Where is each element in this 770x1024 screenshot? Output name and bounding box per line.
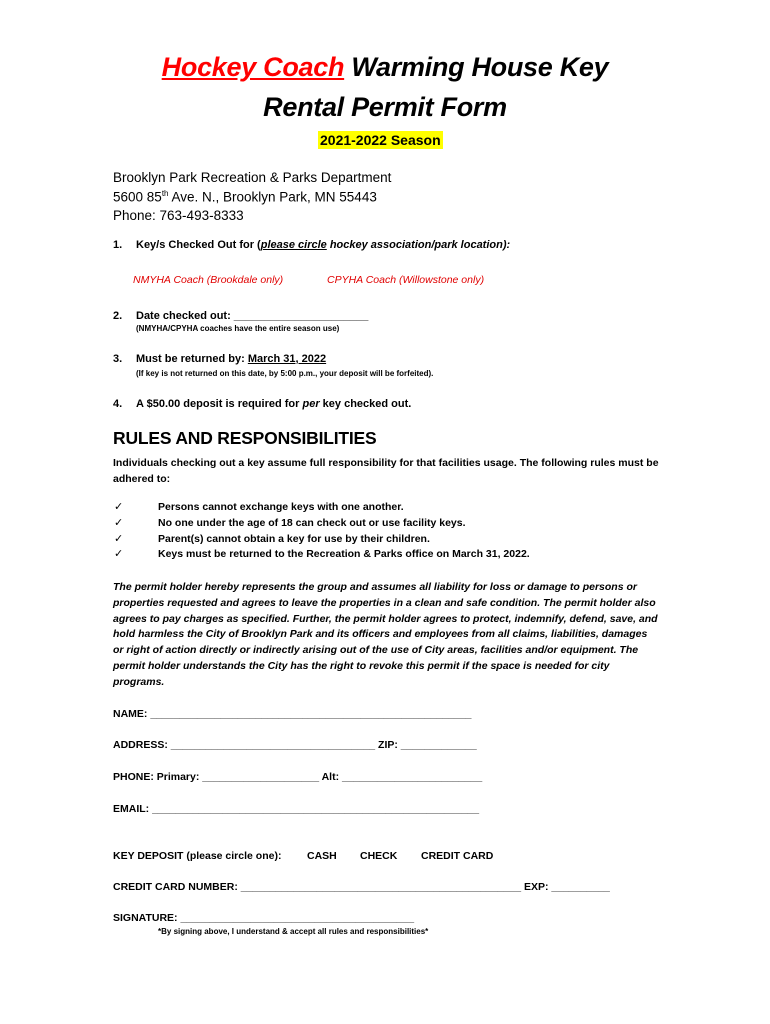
item-4-text [136, 398, 411, 410]
check-icon: ✓ [114, 548, 124, 560]
rule-item: Parent(s) cannot obtain a key for use by their children. [158, 533, 430, 545]
credit-card-field[interactable]: CREDIT CARD NUMBER: ________________________________________________ EXP: __________ [113, 881, 610, 893]
address-field[interactable]: ADDRESS: ___________________________________ ZIP: _____________ [113, 739, 477, 751]
page-title-line2: Rental Permit Form [263, 92, 507, 122]
item-3-text [136, 353, 326, 365]
page-title [0, 52, 770, 83]
check-icon: ✓ [114, 517, 124, 529]
season-label: 2021-2022 Season [320, 132, 441, 148]
rules-intro: Individuals checking out a key assume full responsibility for that facilities usage. The following rules must be adhered to: [113, 457, 659, 485]
title-highlight: Hockey Coach [161, 52, 345, 82]
item-4-pre: A $50.00 deposit is required for [136, 398, 303, 410]
address-sup: th [161, 189, 169, 198]
rule-item: Persons cannot exchange keys with one another. [158, 501, 404, 513]
title-rest: Warming House Key [344, 52, 609, 82]
item-1-text [136, 239, 510, 251]
department-address [113, 189, 377, 205]
item-number: 3. [113, 353, 123, 365]
item-3-note: (If key is not returned on this date, by 5:00 p.m., your deposit will be forfeited). [136, 369, 434, 378]
check-icon: ✓ [114, 533, 124, 545]
email-field[interactable]: EMAIL: ________________________________________________________ [113, 803, 480, 815]
deposit-option-credit[interactable]: CREDIT CARD [421, 850, 494, 862]
rule-item: No one under the age of 18 can check out or use facility keys. [158, 517, 466, 529]
option-cpyha: CPYHA Coach (Willowstone only) [327, 274, 485, 286]
deposit-option-cash[interactable]: CASH [307, 850, 337, 862]
item-number: 4. [113, 398, 123, 410]
item-4-post: key checked out. [319, 398, 412, 410]
deposit-option-check[interactable]: CHECK [360, 850, 398, 862]
item-3-pre: Must be returned by: [136, 353, 248, 365]
item-2-note: (NMYHA/CPYHA coaches have the entire season use) [136, 324, 340, 333]
phone-field[interactable]: PHONE: Primary: ____________________ Alt: ________________________ [113, 771, 483, 783]
check-icon: ✓ [114, 501, 124, 513]
item-1-paren: ( [257, 239, 261, 251]
signature-field[interactable]: SIGNATURE: ________________________________________ [113, 912, 415, 924]
item-1-pre: Key/s Checked Out for [136, 239, 258, 251]
item-number: 2. [113, 310, 123, 322]
signature-note: *By signing above, I understand & accept all rules and responsibilities* [158, 927, 429, 936]
item-number: 1. [113, 239, 123, 251]
return-date: March 31, 2022 [247, 353, 327, 365]
option-nmyha: NMYHA Coach (Brookdale only) [133, 274, 284, 286]
rule-item: Keys must be returned to the Recreation & Parks office on March 31, 2022. [158, 548, 530, 560]
item-1-under: please circle [260, 239, 327, 251]
item-1-post: hockey association/park location): [326, 239, 511, 251]
date-checked-out-field: Date checked out: ______________________ [136, 310, 369, 322]
deposit-label: KEY DEPOSIT (please circle one): [113, 850, 282, 862]
address-post: Ave. N., Brooklyn Park, MN 55443 [168, 189, 377, 205]
rules-heading: RULES AND RESPONSIBILITIES [113, 428, 377, 448]
department-phone: Phone: 763-493-8333 [113, 208, 244, 223]
liability-statement: The permit holder hereby represents the group and assumes all liability for loss or damage to persons or properties requested and agrees to leave the properties in a clean and safe condition. The permit holder also agrees to pay charges as specified. Further, the permit holder agrees to protect, indemnify, defend, save, and hold harmless the City of Brooklyn Park and its officers and employees from all claims, liabilities, damages or right of action directly or indirectly arising out of the use of City areas, facilities and/or equipment. The permit holder understands the City has the right to revoke this permit if the space is needed for city programs. [113, 581, 658, 688]
department-name: Brooklyn Park Recreation & Parks Department [113, 170, 392, 185]
address-pre: 5600 85 [113, 189, 162, 205]
item-4-ital: per [302, 398, 320, 410]
name-field[interactable]: NAME: _______________________________________________________ [113, 708, 472, 720]
